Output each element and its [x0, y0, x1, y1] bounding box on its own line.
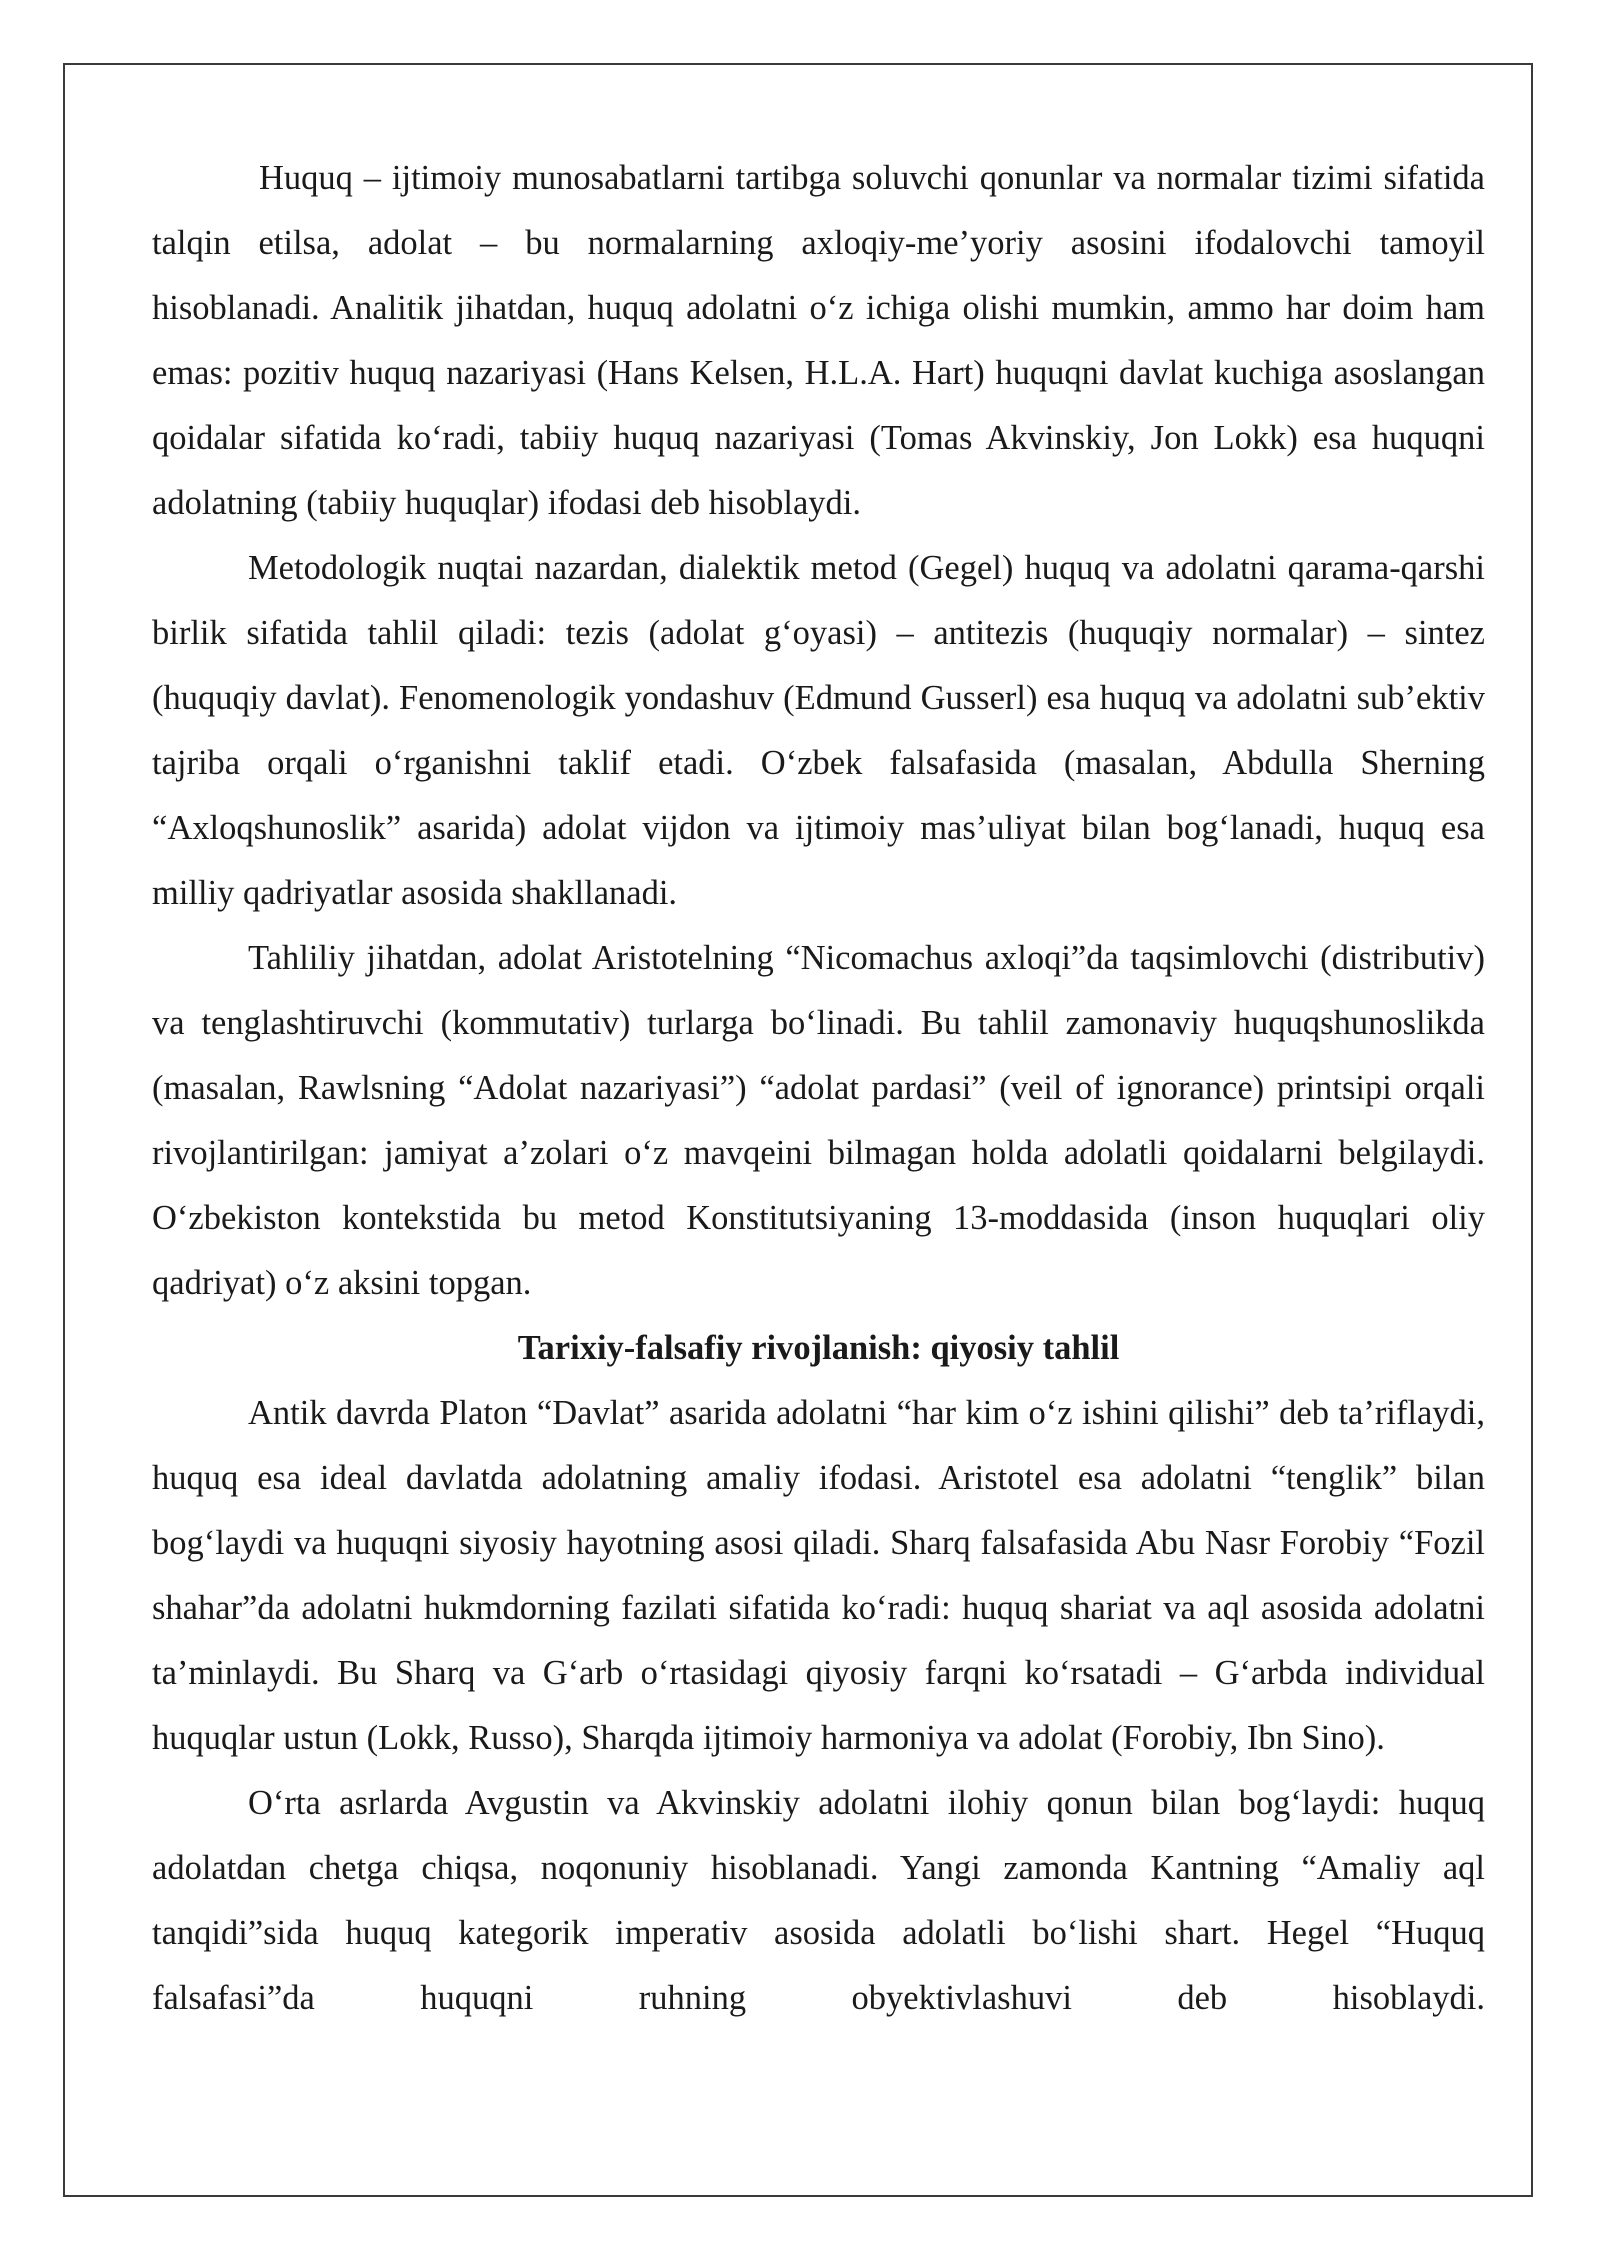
paragraph-analytical-view: Tahliliy jihatdan, adolat Aristotelning “Nicomachus axloqi”da taqsimlovchi (distributiv) va tenglashtiruvchi (kommutativ) turlarga bo‘linadi. Bu tahlil zamonaviy huquqshunoslikda (masalan, Rawlsning “Adolat nazariyasi”) “adolat pardasi” (veil of ignorance) printsipi orqali rivojlantirilgan: jamiyat a’zolari o‘z mavqeini bilmagan holda adolatli qoidalarni belgilaydi. O‘zbekiston kontekstida bu metod Konstitutsiyaning 13-moddasida (inson huquqlari oliy qadriyat) o‘z aksini topgan.	[152, 939, 1485, 1302]
paragraph-law-and-justice-definition: Huquq – ijtimoiy munosabatlarni tartibga soluvchi qonunlar va normalar tizimi sifatida talqin etilsa, adolat – bu normalarning axloqiy-me’yoriy asosini ifodalovchi tamoyil hisoblanadi. Analitik jihatdan, huquq adolatni o‘z ichiga olishi mumkin, ammo har doim ham emas: pozitiv huquq nazariyasi (Hans Kelsen, H.L.A. Hart) huquqni davlat kuchiga asoslangan qoidalar sifatida ko‘radi, tabiiy huquq nazariyasi (Tomas Akvinskiy, Jon Lokk) esa huquqni adolatning (tabiiy huquqlar) ifodasi deb hisoblaydi.	[152, 159, 1485, 522]
paragraph-middle-ages-and-modern: O‘rta asrlarda Avgustin va Akvinskiy adolatni ilohiy qonun bilan bog‘laydi: huquq adolatdan chetga chiqsa, noqonuniy hisoblanadi. Yangi zamonda Kantning “Amaliy aql tanqidi”sida huquq kategorik imperativ asosida adolatli bo‘lishi shart. Hegel “Huquq falsafasi”da huquqni ruhning obyektivlashuvi deb hisoblaydi.	[152, 1784, 1485, 2017]
paragraph-methodology: Metodologik nuqtai nazardan, dialektik metod (Gegel) huquq va adolatni qarama-qarshi birlik sifatida tahlil qiladi: tezis (adolat g‘oyasi) – antitezis (huquqiy normalar) – sintez (huquqiy davlat). Fenomenologik yondashuv (Edmund Gusserl) esa huquq va adolatni sub’ektiv tajriba orqali o‘rganishni taklif etadi. O‘zbek falsafasida (masalan, Abdulla Sherning “Axloqshunoslik” asarida) adolat vijdon va ijtimoiy mas’uliyat bilan bog‘lanadi, huquq esa milliy qadriyatlar asosida shakllanadi.	[152, 549, 1485, 912]
document-body	[152, 146, 1485, 2031]
section-heading: Tarixiy-falsafiy rivojlanish: qiyosiy tahlil	[517, 1329, 1120, 1367]
paragraph-antiquity-and-east: Antik davrda Platon “Davlat” asarida adolatni “har kim o‘z ishini qilishi” deb ta’riflaydi, huquq esa ideal davlatda adolatning amaliy ifodasi. Aristotel esa adolatni “tenglik” bilan bog‘laydi va huquqni siyosiy hayotning asosi qiladi. Sharq falsafasida Abu Nasr Forobiy “Fozil shahar”da adolatni hukmdorning fazilati sifatida ko‘radi: huquq shariat va aql asosida adolatni ta’minlaydi. Bu Sharq va G‘arb o‘rtasidagi qiyosiy farqni ko‘rsatadi – G‘arbda individual huquqlar ustun (Lokk, Russo), Sharqda ijtimoiy harmoniya va adolat (Forobiy, Ibn Sino).	[152, 1394, 1485, 1757]
